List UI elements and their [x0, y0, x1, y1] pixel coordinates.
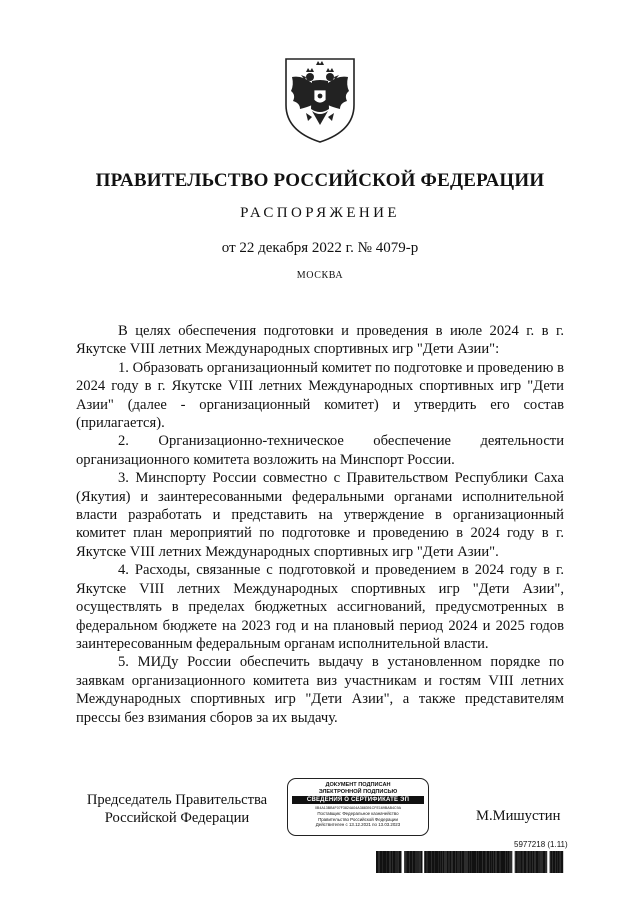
document-type: РАСПОРЯЖЕНИЕ [240, 205, 400, 221]
barcode-icon [375, 851, 565, 873]
signatory-name: М.Мишустин [476, 808, 561, 824]
stamp-serial: 0B4A13BB4F07F3824A04A388391CFE169BAB4C9A [314, 806, 402, 811]
clause-5-paragraph: 5. МИДу России обеспечить выдачу в установленном порядке по заявкам организационного комитета виз участникам и гостям VIII летних Международных спортивных игр "Дети Азии", а также представителям прессы без взимания сборов за их выдачу. [76, 654, 564, 726]
stamp-issuer-line1: Поставщик: Федеральное казначейство [317, 811, 399, 817]
document-body [76, 322, 564, 727]
government-title: ПРАВИТЕЛЬСТВО РОССИЙСКОЙ ФЕДЕРАЦИИ [95, 170, 545, 191]
document-date-number: от 22 декабря 2022 г. № 4079-р [221, 240, 419, 256]
preamble-paragraph: В целях обеспечения подготовки и проведения в июле 2024 г. в г. Якутске VIII летних Международных спортивных игр "Дети Азии": [76, 323, 564, 358]
clause-4-paragraph: 4. Расходы, связанные с подготовкой и проведением в 2024 году в г. Якутске VIII летних Международных спортивных игр "Дети Азии", осуществлять в пределах бюджетных ассигнований, предусмотренных в федеральном бюджете на 2023 год и на плановый период 2024 и 2025 годов заинтересованным федеральным органам исполнительной власти. [76, 562, 564, 652]
stamp-issuer-line2: Правительство Российской Федерации [318, 816, 398, 822]
stamp-certificate-bar: СВЕДЕНИЯ О СЕРТИФИКАТЕ ЭП [292, 796, 424, 804]
document-city: МОСКВА [296, 270, 344, 281]
russian-emblem-icon [282, 55, 358, 145]
clause-2-paragraph: 2. Организационно-техническое обеспечение деятельности организационного комитета возложить на Минспорт России. [76, 433, 564, 468]
signatory-position-line1: Председатель Правительства [86, 792, 268, 808]
clause-3-paragraph: 3. Минспорту России совместно с Правительством Республики Саха (Якутия) и заинтересованными федеральными органами исполнительной власти разработать и представить на утверждение в организационный комитет план мероприятий по подготовке и проведению в 2024 году в г. Якутске VIII летних Международных спортивных игр "Дети Азии". [76, 470, 564, 560]
stamp-line1: ДОКУМЕНТ ПОДПИСАН [325, 782, 391, 788]
stamp-line2: ЭЛЕКТРОННОЙ ПОДПИСЬЮ [318, 788, 398, 795]
electronic-signature-stamp [287, 778, 429, 836]
signatory-position [82, 791, 272, 827]
stamp-validity: Действителен с 13.12.2021 по 13.03.2023 [315, 822, 401, 827]
signatory-position-line2: Российской Федерации [104, 810, 250, 826]
clause-1-paragraph: 1. Образовать организационный комитет по подготовке и проведению в 2024 году в г. Якутске VIII летних Международных спортивных игр "Дети Азии" (далее - организационный комитет) и утвердить его состав (прилагается). [76, 359, 564, 432]
barcode-number: 5977218 (1.11) [514, 840, 568, 849]
